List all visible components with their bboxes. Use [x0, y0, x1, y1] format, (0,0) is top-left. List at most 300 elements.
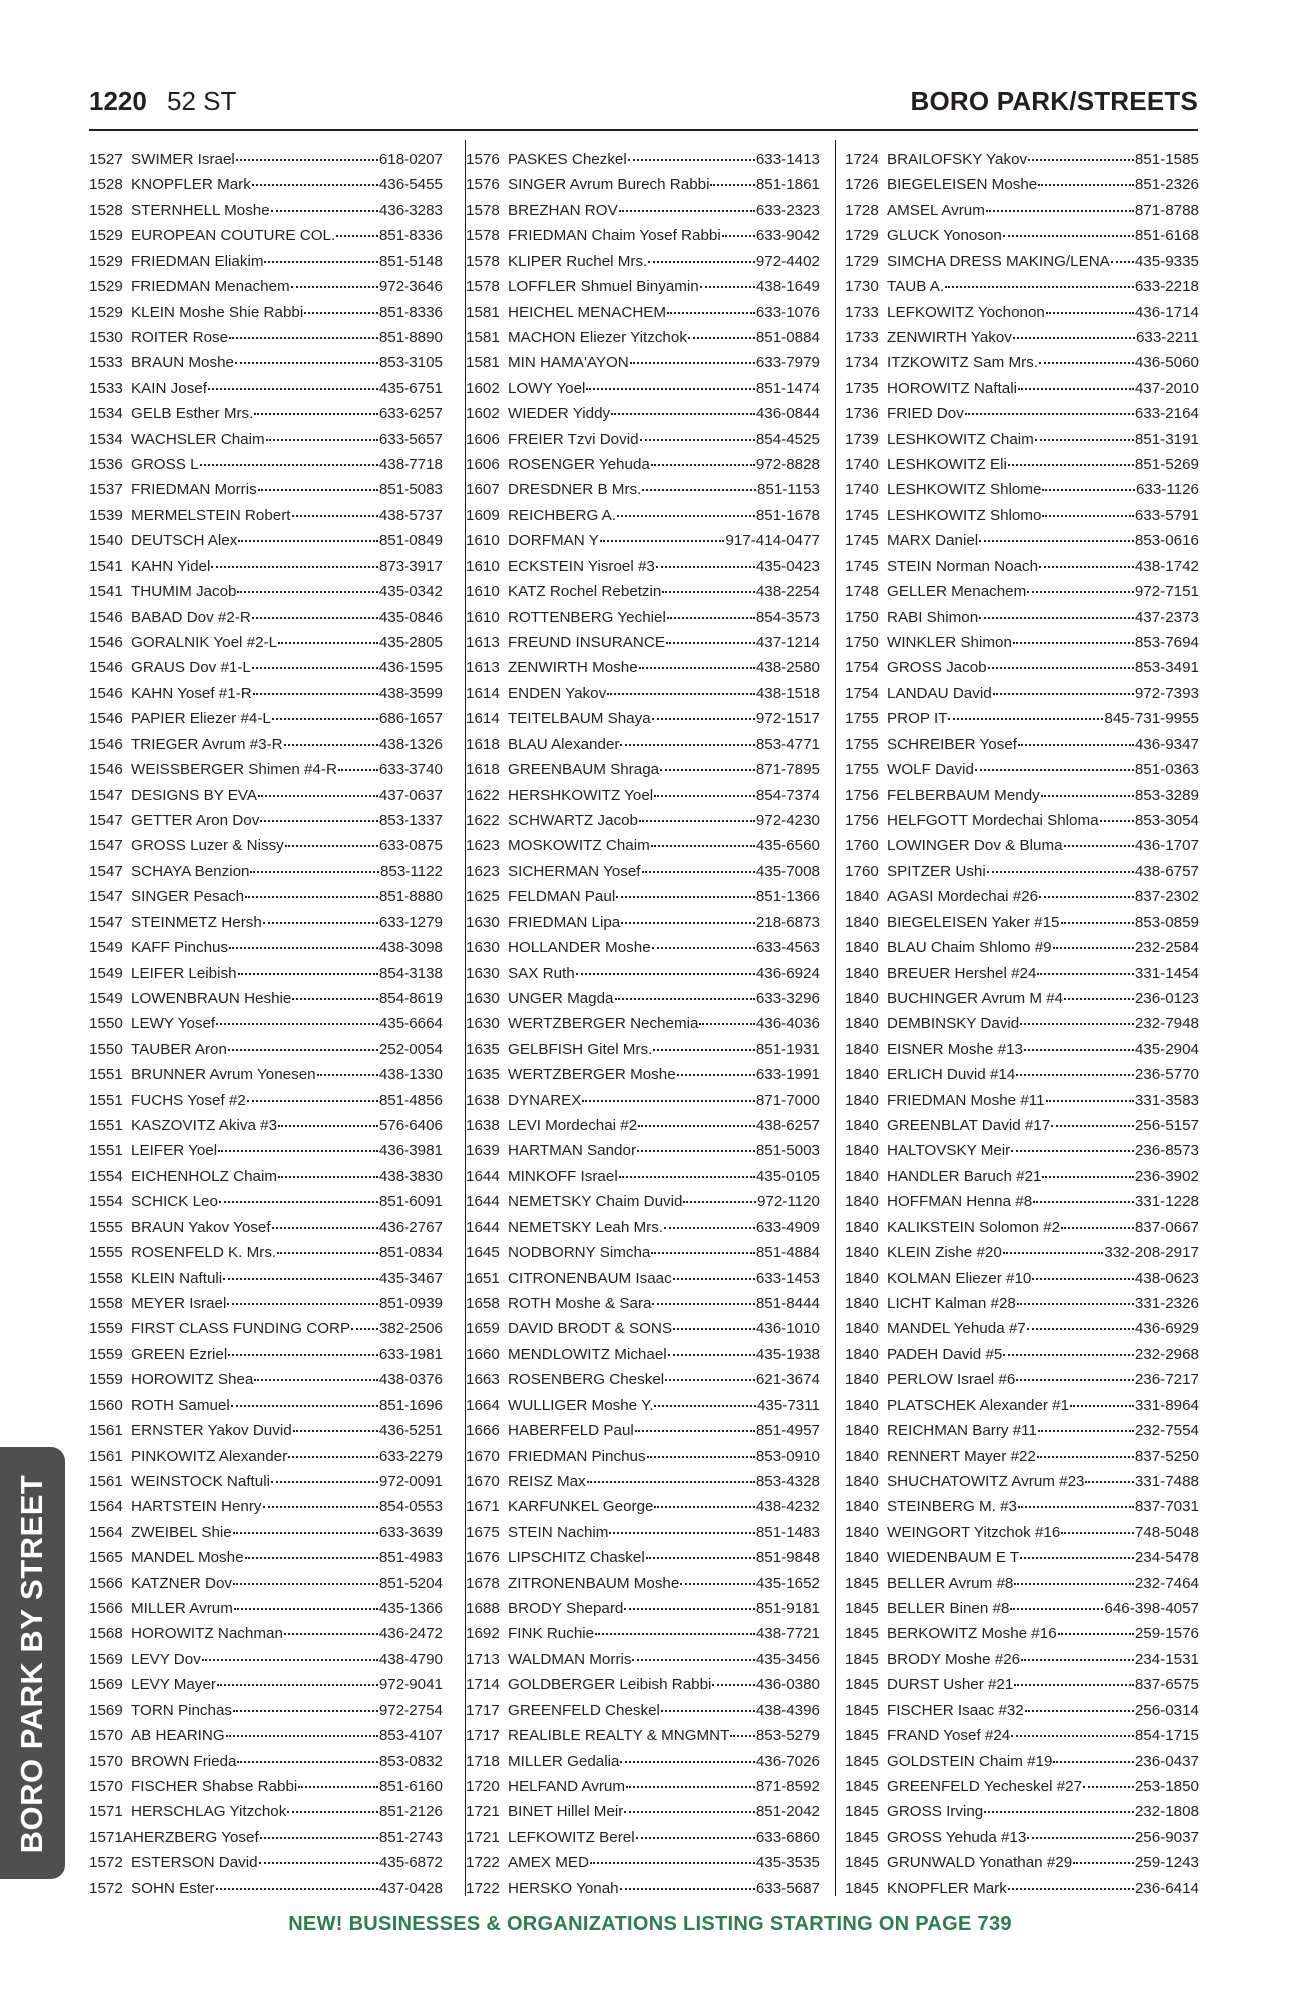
resident-name: BRODY Shepard [508, 1600, 624, 1618]
house-number: 1609 [466, 506, 500, 524]
dot-leader [620, 1761, 754, 1763]
resident-name: SAX Ruth [508, 964, 575, 982]
phone-number: 436-4036 [755, 1015, 820, 1033]
phone-number: 438-7718 [378, 456, 443, 474]
house-number: 1722 [466, 1879, 500, 1897]
house-number: 1569 [89, 1701, 123, 1719]
resident-name: RABI Shimon [887, 608, 979, 626]
phone-number: 331-1454 [1134, 964, 1199, 982]
resident-name: BERKOWITZ Moshe #16 [887, 1625, 1057, 1643]
dot-leader [979, 540, 1134, 542]
listing-row [89, 1088, 443, 1113]
phone-number: 633-1981 [378, 1345, 443, 1363]
resident-name: LEIFER Leibish [131, 964, 237, 982]
listing-row [466, 1088, 820, 1113]
dot-leader [292, 515, 378, 517]
resident-name: AMEX MED [508, 1854, 590, 1872]
house-number: 1840 [845, 1422, 879, 1440]
listing-row [845, 630, 1199, 655]
listing-row [466, 1621, 820, 1646]
dot-leader [278, 1176, 378, 1178]
resident-name: EISNER Moshe #13 [887, 1040, 1023, 1058]
phone-number: 853-7694 [1134, 634, 1199, 652]
phone-number: 435-1938 [755, 1345, 820, 1363]
phone-number: 972-2754 [378, 1701, 443, 1719]
house-number: 1845 [845, 1727, 879, 1745]
phone-number: 854-3138 [378, 964, 443, 982]
listing-row [466, 1825, 820, 1850]
phone-number: 232-7948 [1134, 1015, 1199, 1033]
phone-number: 854-3573 [755, 608, 820, 626]
resident-name: ROTH Moshe & Sara [508, 1294, 652, 1312]
dot-leader [292, 998, 377, 1000]
resident-name: WEINSTOCK Naftuli [131, 1472, 270, 1490]
resident-name: LANDAU David [887, 684, 992, 702]
resident-name: FREIER Tzvi Dovid [508, 430, 639, 448]
house-number: 1569 [89, 1676, 123, 1694]
phone-number: 438-5737 [378, 506, 443, 524]
resident-name: KASZOVITZ Akiva #3 [131, 1117, 278, 1135]
phone-number: 435-0342 [378, 583, 443, 601]
listing-row [845, 833, 1199, 858]
dot-leader [665, 1379, 755, 1381]
dot-leader [1024, 1049, 1134, 1051]
dot-leader [211, 566, 377, 568]
house-number: 1717 [466, 1727, 500, 1745]
house-number: 1527 [89, 151, 123, 168]
resident-name: WERTZBERGER Moshe [508, 1066, 676, 1084]
resident-name: BRAUN Yakov Yosef [131, 1218, 271, 1236]
listing-row [845, 1088, 1199, 1113]
listing-row [89, 579, 443, 604]
section-side-tab[interactable] [0, 1447, 65, 1879]
listing-row [466, 605, 820, 630]
dot-leader [200, 464, 378, 466]
listing-row [466, 757, 820, 782]
house-number: 1734 [845, 354, 879, 372]
house-number: 1570 [89, 1778, 123, 1795]
resident-name: KALIKSTEIN Solomon #2 [887, 1218, 1061, 1236]
phone-number: 232-1808 [1134, 1803, 1199, 1821]
listing-row [89, 249, 443, 274]
house-number: 1529 [89, 227, 123, 245]
listing-row [89, 1545, 443, 1570]
house-number: 1750 [845, 634, 879, 652]
resident-name: GREENFELD Yecheskel #27 [887, 1778, 1083, 1795]
dot-leader [226, 1735, 378, 1737]
listing-row [466, 401, 820, 426]
resident-name: HOFFMAN Henna #8 [887, 1193, 1033, 1211]
resident-name: KNOPFLER Mark [887, 1879, 1007, 1897]
resident-name: PERLOW Israel #6 [887, 1371, 1016, 1389]
phone-number: 436-0380 [755, 1676, 820, 1694]
dot-leader [673, 1278, 755, 1280]
resident-name: BRAUN Moshe [131, 354, 234, 372]
listing-row [845, 198, 1199, 223]
house-number: 1720 [466, 1778, 500, 1795]
dot-leader [652, 1303, 754, 1305]
dot-leader [616, 896, 755, 898]
phone-number: 972-7393 [1134, 684, 1199, 702]
listing-row [845, 1647, 1199, 1672]
house-number: 1733 [845, 303, 879, 321]
phone-number: 236-8573 [1134, 1142, 1199, 1160]
dot-leader [216, 1023, 378, 1025]
resident-name: SIMCHA DRESS MAKING/LENA [887, 252, 1110, 270]
dot-leader [668, 1354, 755, 1356]
resident-name: HOROWITZ Shea [131, 1371, 254, 1389]
dot-leader [722, 235, 755, 237]
listing-row [89, 554, 443, 579]
house-number: 1733 [845, 328, 879, 346]
phone-number: 851-8890 [378, 328, 443, 346]
dot-leader [1061, 1227, 1134, 1229]
resident-name: DESIGNS BY EVA [131, 786, 258, 804]
page-header [89, 86, 1198, 126]
phone-number: 851-1696 [378, 1396, 443, 1414]
resident-name: NODBORNY Simcha [508, 1244, 651, 1262]
resident-name: SICHERMAN Yosef [508, 862, 641, 880]
phone-number: 438-0376 [378, 1371, 443, 1389]
resident-name: MIN HAMA'AYON [508, 354, 629, 372]
phone-number: 436-9347 [1134, 735, 1199, 753]
resident-name: HOROWITZ Naftali [887, 379, 1017, 397]
listing-row [845, 859, 1199, 884]
listing-row [89, 1062, 443, 1087]
dot-leader [1111, 261, 1134, 263]
house-number: 1572 [89, 1879, 123, 1897]
listing-row [466, 350, 820, 375]
resident-name: PLATSCHEK Alexander #1 [887, 1396, 1070, 1414]
dot-leader [595, 1633, 755, 1635]
dot-leader [263, 1506, 378, 1508]
phone-number: 633-2218 [1134, 278, 1199, 296]
house-number: 1614 [466, 710, 500, 728]
dot-leader [1018, 1506, 1134, 1508]
dot-leader [660, 769, 755, 771]
phone-number: 256-0314 [1134, 1701, 1199, 1719]
listing-row [89, 1774, 443, 1799]
listing-row [466, 1291, 820, 1316]
resident-name: MILLER Avrum [131, 1600, 233, 1618]
resident-name: SINGER Pesach [131, 888, 245, 906]
dot-leader [288, 1456, 378, 1458]
phone-number: 972-1517 [755, 710, 820, 728]
listing-row [89, 452, 443, 477]
listing-row [466, 1393, 820, 1418]
listing-row [845, 350, 1199, 375]
house-number: 1724 [845, 151, 879, 168]
house-number: 1845 [845, 1650, 879, 1668]
phone-number: 851-1678 [755, 506, 820, 524]
house-number: 1546 [89, 684, 123, 702]
listing-row [89, 859, 443, 884]
phone-number: 331-7488 [1134, 1472, 1199, 1490]
dot-leader [1010, 1608, 1103, 1610]
phone-number: 851-0363 [1134, 761, 1199, 779]
resident-name: FRIEDMAN Eliakim [131, 252, 264, 270]
resident-name: UNGER Magda [508, 989, 614, 1007]
dot-leader [666, 642, 755, 644]
phone-number: 972-0091 [378, 1472, 443, 1490]
resident-name: NEMETSKY Chaim Duvid [508, 1193, 683, 1211]
dot-leader [651, 1252, 754, 1254]
listing-row [466, 1596, 820, 1621]
dot-leader [223, 1278, 378, 1280]
listing-row [89, 223, 443, 248]
house-number: 1554 [89, 1167, 123, 1185]
house-number: 1840 [845, 1396, 879, 1414]
house-number: 1845 [845, 1854, 879, 1872]
resident-name: MERMELSTEIN Robert [131, 506, 291, 524]
dot-leader [272, 1227, 378, 1229]
phone-number: 851-1474 [755, 379, 820, 397]
dot-leader [237, 591, 377, 593]
house-number: 1578 [466, 278, 500, 296]
resident-name: REICHBERG A. [508, 506, 617, 524]
resident-name: KOLMAN Eliezer #10 [887, 1269, 1032, 1287]
listing-row [466, 1367, 820, 1392]
dot-leader [987, 871, 1134, 873]
dot-leader [620, 1888, 755, 1890]
house-number: 1559 [89, 1371, 123, 1389]
house-number: 1692 [466, 1625, 500, 1643]
dot-leader [1008, 1888, 1134, 1890]
dot-leader [688, 337, 755, 339]
house-number: 1639 [466, 1142, 500, 1160]
phone-number: 437-0428 [378, 1879, 443, 1897]
listing-row [845, 1672, 1199, 1697]
dot-leader [1046, 1100, 1134, 1102]
listing-row [466, 1698, 820, 1723]
house-number: 1659 [466, 1320, 500, 1338]
house-number: 1760 [845, 837, 879, 855]
resident-name: FRIEDMAN Moshe #11 [887, 1091, 1045, 1109]
phone-number: 256-5157 [1134, 1117, 1199, 1135]
listing-row [466, 783, 820, 808]
dot-leader [336, 235, 378, 237]
dot-leader [1013, 642, 1134, 644]
listing-row [89, 1647, 443, 1672]
house-number: 1729 [845, 252, 879, 270]
phone-number: 633-5791 [1134, 506, 1199, 524]
house-number: 1564 [89, 1498, 123, 1516]
phone-number: 435-9335 [1134, 252, 1199, 270]
phone-number: 854-1715 [1134, 1727, 1199, 1745]
resident-name: WALDMAN Morris [508, 1650, 632, 1668]
resident-name: ENDEN Yakov [508, 684, 607, 702]
listing-row [89, 477, 443, 502]
resident-name: GELB Esther Mrs. [131, 405, 254, 423]
resident-name: BLAU Chaim Shlomo #9 [887, 939, 1052, 957]
resident-name: BELLER Avrum #8 [887, 1574, 1014, 1592]
house-number: 1581 [466, 354, 500, 372]
dot-leader [651, 845, 755, 847]
house-number: 1840 [845, 1345, 879, 1363]
listing-row [845, 1723, 1199, 1748]
listing-row [89, 1393, 443, 1418]
dot-leader [993, 693, 1134, 695]
resident-name: KAHN Yidel [131, 557, 211, 575]
listing-row [845, 427, 1199, 452]
listing-row [466, 1189, 820, 1214]
house-number: 1528 [89, 176, 123, 194]
house-number: 1754 [845, 684, 879, 702]
house-number: 1537 [89, 481, 123, 499]
house-number: 1726 [845, 176, 879, 194]
house-number: 1541 [89, 583, 123, 601]
listing-row [845, 808, 1199, 833]
listing-row [89, 1723, 443, 1748]
house-number: 1840 [845, 913, 879, 931]
resident-name: LEFKOWITZ Yochonon [887, 303, 1045, 321]
listing-row [466, 1749, 820, 1774]
resident-name: GROSS Irving [887, 1803, 984, 1821]
resident-name: MANDEL Yehuda #7 [887, 1320, 1026, 1338]
dot-leader [287, 1811, 378, 1813]
resident-name: FRIED Dov [887, 405, 964, 423]
listing-row [845, 1444, 1199, 1469]
resident-name: HELFGOTT Mordechai Shloma [887, 811, 1099, 829]
dot-leader [317, 1074, 378, 1076]
house-number: 1756 [845, 786, 879, 804]
dot-leader [680, 1583, 755, 1585]
dot-leader [202, 1659, 378, 1661]
phone-number: 435-3456 [755, 1650, 820, 1668]
dot-leader [233, 1532, 378, 1534]
dot-leader [1008, 464, 1134, 466]
house-number: 1561 [89, 1472, 123, 1490]
house-number: 1845 [845, 1803, 879, 1821]
house-number: 1581 [466, 328, 500, 346]
dot-leader [646, 1557, 755, 1559]
house-number: 1638 [466, 1091, 500, 1109]
house-number: 1529 [89, 303, 123, 321]
resident-name: BIEGELEISEN Moshe [887, 176, 1038, 194]
phone-number: 435-3535 [755, 1854, 820, 1872]
resident-name: ZWEIBEL Shie [131, 1523, 232, 1541]
phone-number: 633-7979 [755, 354, 820, 372]
dot-leader [1003, 235, 1134, 237]
house-number: 1536 [89, 456, 123, 474]
phone-number: 837-2302 [1134, 888, 1199, 906]
resident-name: ROTTENBERG Yechiel [508, 608, 666, 626]
phone-number: 252-0054 [378, 1040, 443, 1058]
phone-number: 851-0834 [378, 1244, 443, 1262]
listing-row [845, 1037, 1199, 1062]
listing-row [845, 1545, 1199, 1570]
house-number: 1551 [89, 1091, 123, 1109]
house-number: 1622 [466, 786, 500, 804]
phone-number: 633-6860 [755, 1828, 820, 1846]
listing-column-1 [89, 147, 443, 1901]
resident-name: FELDMAN Paul [508, 888, 616, 906]
listing-row [89, 961, 443, 986]
dot-leader [1014, 1583, 1133, 1585]
section-title: BORO PARK/STREETS [910, 86, 1198, 116]
resident-name: GROSS Yehuda #13 [887, 1828, 1027, 1846]
dot-leader [664, 1227, 755, 1229]
phone-number: 646-398-4057 [1104, 1600, 1199, 1618]
phone-number: 435-3467 [378, 1269, 443, 1287]
house-number: 1840 [845, 1142, 879, 1160]
phone-number: 851-5083 [378, 481, 443, 499]
phone-number: 435-1366 [378, 1600, 443, 1618]
resident-name: ERNSTER Yakov Duvid [131, 1422, 292, 1440]
dot-leader [293, 1430, 378, 1432]
phone-number: 851-6168 [1134, 227, 1199, 245]
resident-name: GRUNWALD Yonathan #29 [887, 1854, 1073, 1872]
house-number: 1717 [466, 1701, 500, 1719]
phone-number: 332-208-2917 [1104, 1244, 1199, 1262]
listing-row [466, 986, 820, 1011]
dot-leader [986, 210, 1134, 212]
listing-row [845, 1240, 1199, 1265]
dot-leader [1011, 1735, 1134, 1737]
listing-row [845, 452, 1199, 477]
phone-number: 851-1153 [756, 481, 820, 499]
house-number: 1729 [845, 227, 879, 245]
house-number: 1660 [466, 1345, 500, 1363]
resident-name: LIPSCHITZ Chaskel [508, 1549, 645, 1567]
phone-number: 382-2506 [378, 1320, 443, 1338]
house-number: 1845 [845, 1828, 879, 1846]
resident-name: STEIN Nachim [508, 1523, 609, 1541]
phone-number: 435-2904 [1134, 1040, 1199, 1058]
listing-row [89, 1266, 443, 1291]
listing-row [89, 1138, 443, 1163]
dot-leader [227, 1303, 377, 1305]
listing-row [845, 503, 1199, 528]
listing-row [466, 528, 820, 553]
phone-number: 436-3981 [378, 1142, 443, 1160]
phone-number: 851-2326 [1134, 176, 1199, 194]
listing-row [845, 884, 1199, 909]
resident-name: STEINMETZ Hersh [131, 913, 262, 931]
resident-name: PINKOWITZ Alexander [131, 1447, 288, 1465]
listing-row [845, 1621, 1199, 1646]
phone-number: 633-6257 [378, 405, 443, 423]
listing-row [466, 706, 820, 731]
house-number: 1533 [89, 354, 123, 372]
resident-name: HEICHEL MENACHEM [508, 303, 667, 321]
dot-leader [1070, 1405, 1134, 1407]
resident-name: WIEDENBAUM E T [887, 1549, 1020, 1567]
phone-number: 438-1742 [1134, 557, 1199, 575]
listing-row [466, 249, 820, 274]
phone-number: 438-3599 [378, 684, 443, 702]
phone-number: 851-1483 [755, 1523, 820, 1541]
house-number: 1845 [845, 1879, 879, 1897]
phone-number: 837-0667 [1134, 1218, 1199, 1236]
resident-name: FISCHER Isaac #32 [887, 1701, 1024, 1719]
listing-row [845, 1138, 1199, 1163]
listing-row [845, 1393, 1199, 1418]
resident-name: ROSENFELD K. Mrs. [131, 1244, 277, 1262]
dot-leader [639, 820, 755, 822]
house-number: 1613 [466, 659, 500, 677]
listing-row [845, 1291, 1199, 1316]
house-number: 1546 [89, 608, 123, 626]
resident-name: HERSHKOWITZ Yoel [508, 786, 654, 804]
phone-number: 436-5060 [1134, 354, 1199, 372]
resident-name: HELFAND Avrum [508, 1778, 626, 1795]
resident-name: TORN Pinchas [131, 1701, 233, 1719]
resident-name: KLEIN Naftuli [131, 1269, 223, 1287]
house-number: 1602 [466, 405, 500, 423]
house-number: 1558 [89, 1269, 123, 1287]
phone-number: 438-1326 [378, 735, 443, 753]
